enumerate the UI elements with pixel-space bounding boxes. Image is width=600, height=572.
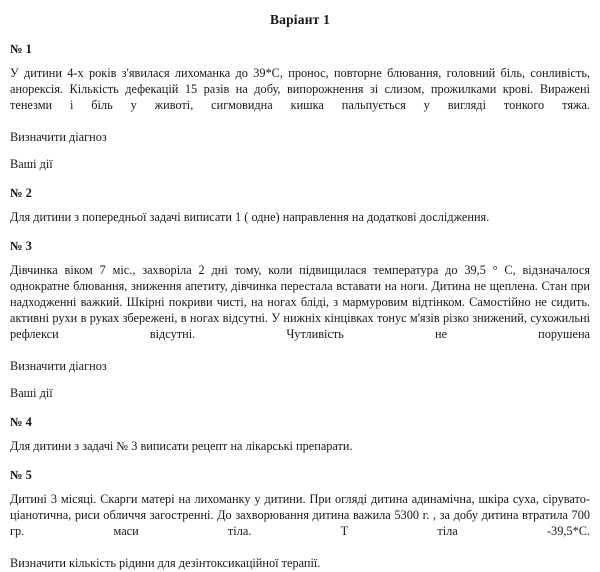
task-item-1 xyxy=(10,42,590,173)
task-number-2: № 2 xyxy=(10,185,32,200)
task-prompt-1: Визначити діагноз xyxy=(10,129,107,144)
task-prompt-5: Визначити кількість рідини для дезінтоксикаційної терапії. xyxy=(10,555,321,570)
task-body-5: Дитині 3 місяці. Скарги матері на лихоманку у дитини. При огляді дитина адинамічна, шкіра суха, сірувато-ціанотична, риси обличчя загостренні. До захворювання дитина важила 5300 г. , за добу дитина втратила 700 гр. маси тіла. Т тіла -39,5*С. xyxy=(10,491,590,538)
task-body-4: Для дитини з задачі № 3 виписати рецепт на лікарські препарати. xyxy=(10,438,353,453)
task-prompt-3: Визначити діагноз xyxy=(10,358,107,373)
task-action-1: Ваші дії xyxy=(10,156,53,171)
task-number-5: № 5 xyxy=(10,467,32,482)
task-body-2: Для дитини з попередньої задачі виписати 1 ( одне) направлення на додаткові дослідження. xyxy=(10,209,490,224)
task-body-1: У дитини 4-х років з'явилася лихоманка до 39*С, пронос, повторне блювання, головний біль, сонливість, анорексія. Кількість дефекацій 15 разів на добу, випорожнення зі слизом, прожилками крові. Виражені тенезми і біль у животі, сигмовидна кишка пальпується у вигляді тонкого тяжа. xyxy=(10,65,590,112)
task-body-3: Дівчинка віком 7 міс., захворіла 2 дні тому, коли підвищилася температура до 39,5 ° С, відзначалося однократне блювання, зниження апетиту, дівчинка перестала вставати на ноги. Дитина не щеплена. Стан при надходженні важкий. Шкірні покриви чисті, на ногах бліді, з мармуровим відтінком. Самостійно не сидить. активні рухи в руках збережені, в ногах відсутні. У нижніх кінцівках тонус м'язів різко знижений, сухожильні рефлекси відсутні. Чутливість не порушена xyxy=(10,262,590,341)
task-item-3 xyxy=(10,239,590,402)
task-number-4: № 4 xyxy=(10,414,32,429)
task-number-1: № 1 xyxy=(10,41,32,56)
task-action-3: Ваші дії xyxy=(10,385,53,400)
page-title: Варіант 1 xyxy=(269,12,331,27)
task-number-3: № 3 xyxy=(10,238,32,253)
task-item-4 xyxy=(10,415,590,455)
task-item-5 xyxy=(10,468,590,572)
task-item-2 xyxy=(10,186,590,226)
